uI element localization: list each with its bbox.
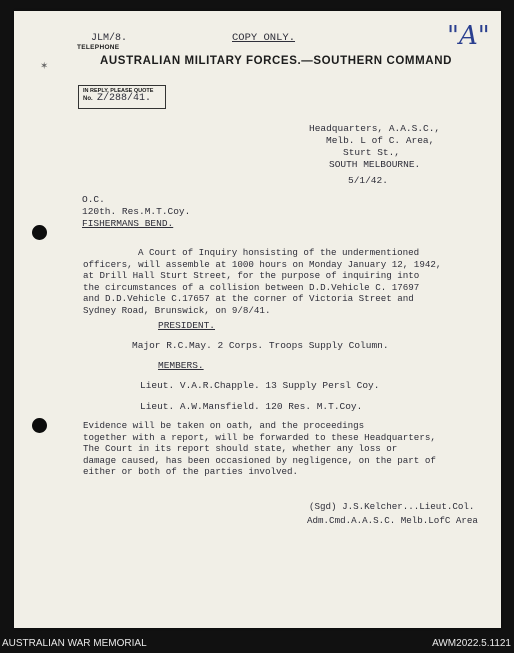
signature-line: (Sgd) J.S.Kelcher...Lieut.Col. xyxy=(309,501,475,512)
reply-number-label: No. xyxy=(83,96,93,102)
signature-block xyxy=(307,500,478,528)
paragraph-line: the circumstances of a collision between D.D.Vehicle C. 17697 xyxy=(83,281,420,293)
paragraph-line: The Court in its report should state, whether any loss or xyxy=(83,443,398,455)
address-line: SOUTH MELBOURNE. xyxy=(329,159,421,170)
letter-date: 5/1/42. xyxy=(348,175,388,186)
president-heading: PRESIDENT. xyxy=(158,320,216,331)
members-heading: MEMBERS. xyxy=(158,360,204,371)
member-entry: Lieut. A.W.Mansfield. 120 Res. M.T.Coy. xyxy=(140,401,363,412)
address-line: Melb. L of C. Area, xyxy=(326,135,435,146)
reply-prompt: IN REPLY, PLEASE QUOTE xyxy=(83,88,154,94)
paragraph-line: Evidence will be taken on oath, and the proceedings xyxy=(83,420,365,431)
binder-hole-mark: ✶ xyxy=(40,61,49,72)
address-line: Sturt St., xyxy=(343,147,401,158)
sender-address xyxy=(309,123,440,171)
document-page xyxy=(14,11,501,628)
paragraph-line: Sydney Road, Brunswick, on 9/8/41. xyxy=(83,304,271,316)
punch-hole xyxy=(32,225,47,240)
paragraph-instructions xyxy=(83,420,436,478)
paragraph-line: and D.D.Vehicle C.17657 at the corner of Victoria Street and xyxy=(83,293,414,305)
recipient-location: FISHERMANS BEND. xyxy=(82,218,174,229)
paragraph-line: officers, will assemble at 1000 hours on Monday January 12, 1942, xyxy=(83,258,442,270)
recipient-block xyxy=(82,194,190,230)
reply-quote-box xyxy=(78,85,166,109)
telephone-label: TELEPHONE xyxy=(77,44,120,51)
president-entry: Major R.C.May. 2 Corps. Troops Supply Column. xyxy=(132,340,389,351)
paragraph-line: A Court of Inquiry honsisting of the undermentioned xyxy=(138,247,420,258)
annex-mark: "A" xyxy=(447,21,490,51)
paragraph-line: damage caused, has been occasioned by negligence, on the part of xyxy=(83,454,436,466)
copy-label: COPY ONLY. xyxy=(232,32,296,44)
footer-archive-name: AUSTRALIAN WAR MEMORIAL xyxy=(2,638,147,649)
signature-title: Adm.Cmd.A.A.S.C. Melb.LofC Area xyxy=(307,515,478,526)
paragraph-line: together with a report, will be forwarded to these Headquarters, xyxy=(83,431,436,443)
address-line: Headquarters, A.A.S.C., xyxy=(309,123,441,134)
file-reference: JLM/8. xyxy=(91,33,128,44)
punch-hole xyxy=(32,418,47,433)
paragraph-line: at Drill Hall Sturt Street, for the purpose of inquiring into xyxy=(83,270,420,282)
paragraph-convening xyxy=(83,247,441,317)
recipient-line: 120th. Res.M.T.Coy. xyxy=(82,206,191,217)
paragraph-line: either or both of the parties involved. xyxy=(83,466,299,478)
footer-accession-number: AWM2022.5.1121 xyxy=(432,638,511,649)
reply-number-value: Z/288/41. xyxy=(97,93,152,104)
recipient-line: O.C. xyxy=(82,194,105,205)
member-entry: Lieut. V.A.R.Chapple. 13 Supply Persl Coy. xyxy=(140,380,380,391)
organisation-title: AUSTRALIAN MILITARY FORCES.—SOUTHERN COMMAND xyxy=(100,55,453,67)
